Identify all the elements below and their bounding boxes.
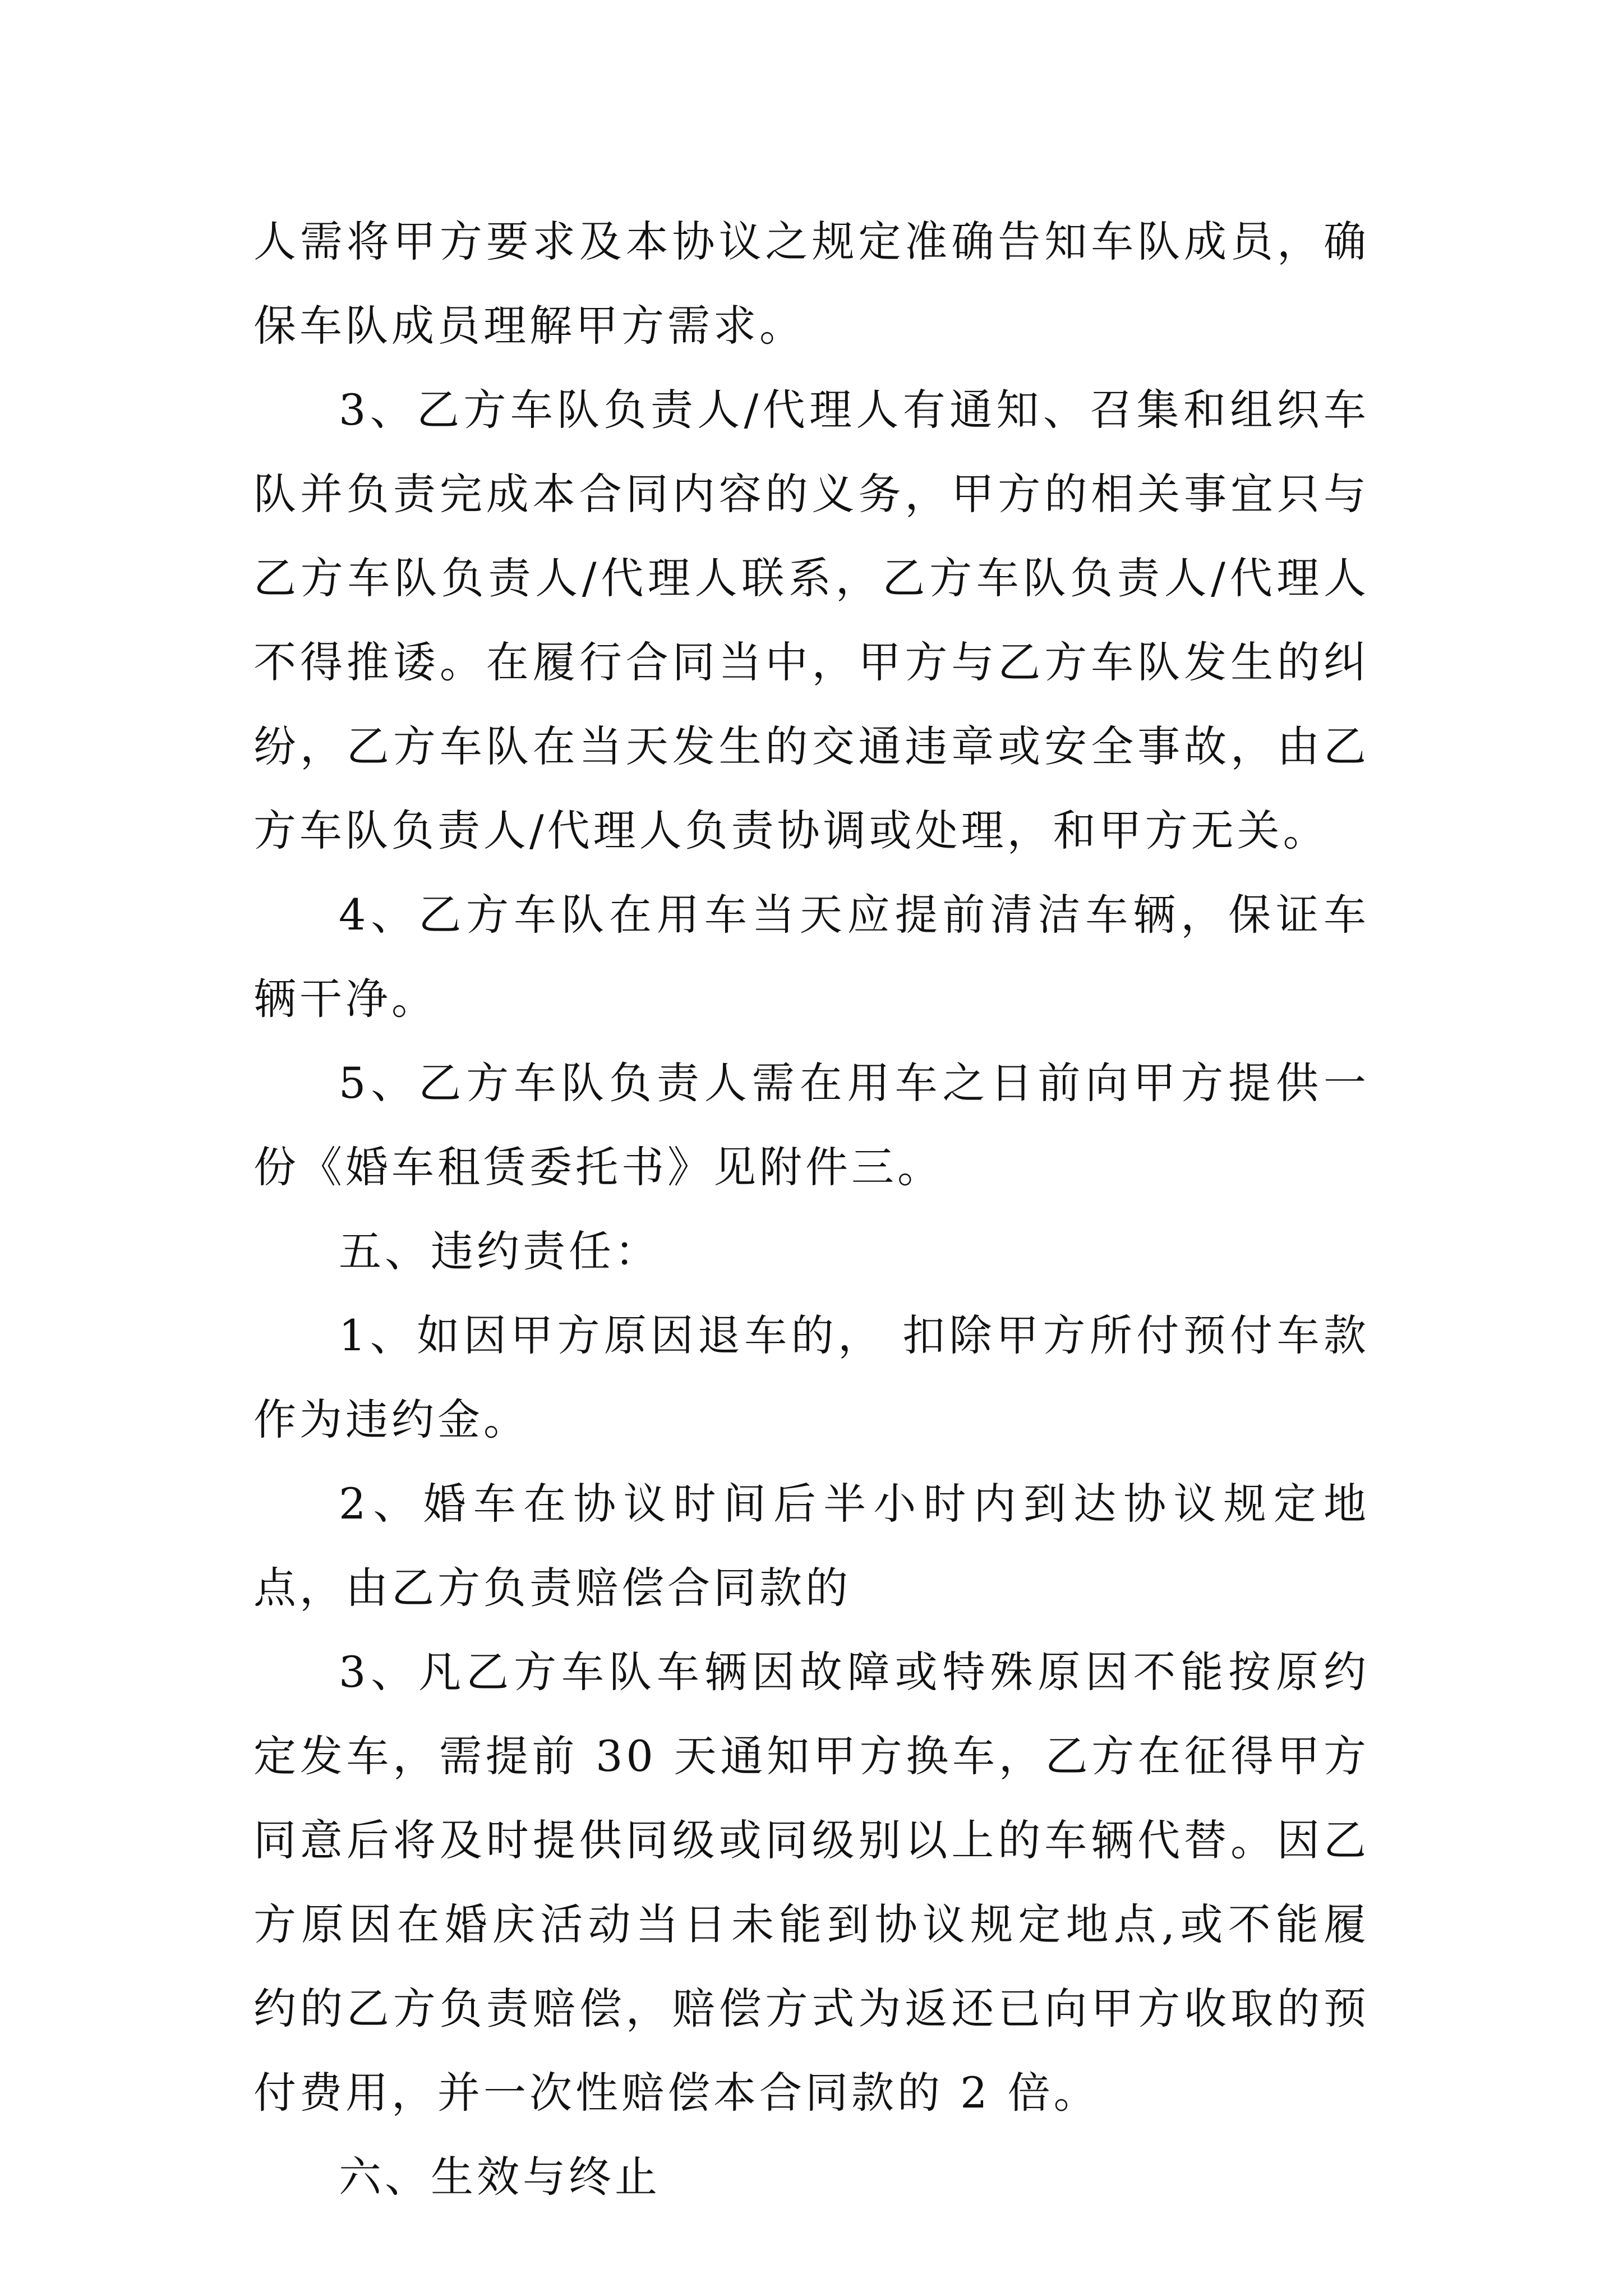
paragraph-clause-3-responsibility: 3、乙方车队负责人/代理人有通知、召集和组织车队并负责完成本合同内容的义务，甲方的相关事宜只与乙方车队负责人/代理人联系，乙方车队负责人/代理人不得推诿。在履行合同当中，甲方与乙方车队发生的纠纷，乙方车队在当天发生的交通违章或安全事故，由乙方车队负责人/代理人负责协调或处理，和甲方无关。 — [253, 385, 1370, 855]
paragraph-continuation: 人需将甲方要求及本协议之规定准确告知车队成员，确保车队成员理解甲方需求。 — [253, 217, 1370, 351]
paragraph-breach-1: 1、如因甲方原因退车的， 扣除甲方所付预付车款作为违约金。 — [253, 1310, 1370, 1444]
document-body — [253, 200, 1370, 2219]
section-heading-effect-termination: 六、生效与终止 — [339, 2152, 661, 2202]
paragraph-breach-2: 2、婚车在协议时间后半小时内到达协议规定地点，由乙方负责赔偿合同款的 — [253, 1479, 1370, 1613]
paragraph-breach-3: 3、凡乙方车队车辆因故障或特殊原因不能按原约定发车，需提前 30 天通知甲方换车，乙方在征得甲方同意后将及时提供同级或同级别以上的车辆代替。因乙方原因在婚庆活动当日未能到协议规定地点,或不能履约的乙方负责赔偿，赔偿方式为返还已向甲方收取的预付费用，并一次性赔偿本合同款的 2 倍。 — [253, 1647, 1370, 2118]
paragraph-clause-5-authorization: 5、乙方车队负责人需在用车之日前向甲方提供一份《婚车租赁委托书》见附件三。 — [253, 1058, 1370, 1192]
paragraph-clause-4-cleaning: 4、乙方车队在用车当天应提前清洁车辆，保证车辆干净。 — [253, 890, 1370, 1024]
section-heading-breach: 五、违约责任： — [339, 1226, 661, 1276]
